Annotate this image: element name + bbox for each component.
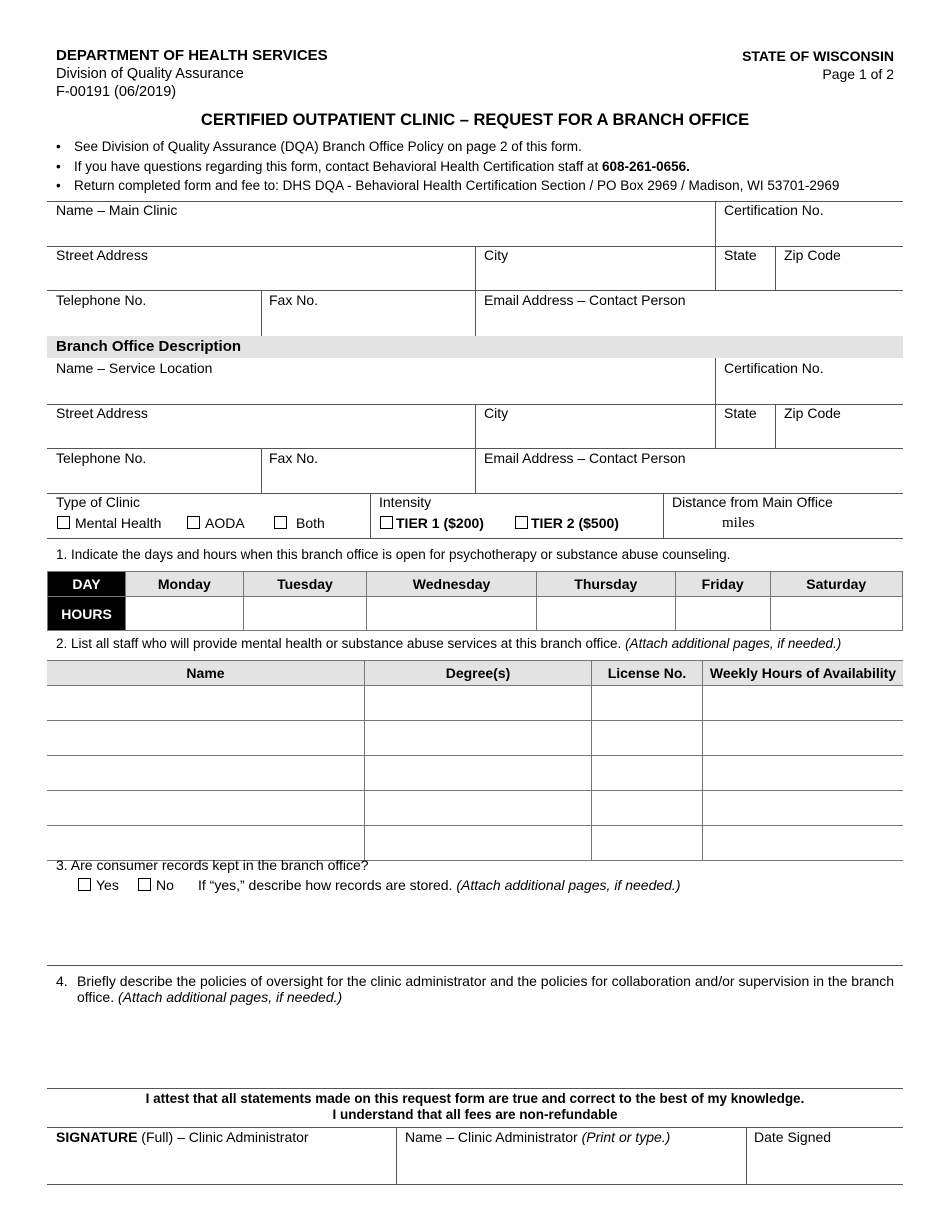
question-2-text: 2. List all staff who will provide mental health or substance abuse services at this branch office. (56, 636, 626, 651)
aoda-checkbox[interactable] (187, 515, 245, 531)
main-phone-field[interactable]: Telephone No. (56, 292, 147, 308)
divider (663, 493, 664, 538)
main-street-field[interactable]: Street Address (56, 247, 148, 263)
branch-street-field[interactable]: Street Address (56, 405, 148, 421)
question-2-note: (Attach additional pages, if needed.) (625, 636, 842, 651)
staff-name-input[interactable] (47, 756, 365, 791)
day-tuesday: Tuesday (243, 572, 367, 597)
state-header (742, 47, 894, 83)
checkbox-icon (57, 516, 70, 529)
hours-thursday-input[interactable] (536, 597, 675, 631)
question-4-text: Briefly describe the policies of oversight for the clinic administrator and the policies for collaboration and/or supervision in the branch office. (77, 973, 895, 1005)
staff-license-input[interactable] (592, 686, 703, 721)
table-row (47, 826, 903, 861)
divider (715, 201, 716, 290)
divider (746, 1127, 747, 1184)
hours-saturday-input[interactable] (770, 597, 902, 631)
date-signed-field[interactable]: Date Signed (754, 1129, 832, 1145)
branch-name-field[interactable]: Name – Service Location (56, 360, 213, 376)
staff-name-input[interactable] (47, 791, 365, 826)
staff-table (47, 660, 903, 861)
day-label: DAY (48, 572, 126, 597)
question-4-note: (Attach additional pages, if needed.) (118, 989, 343, 1005)
staff-col-name: Name (47, 661, 365, 686)
checkbox-label: Yes (96, 877, 119, 893)
form-id: F-00191 (06/2019) (56, 84, 177, 100)
table-row (47, 686, 903, 721)
attestation (47, 1091, 903, 1123)
branch-city-field[interactable]: City (484, 405, 509, 421)
branch-state-field[interactable]: State (724, 405, 757, 421)
checkbox-icon (380, 516, 393, 529)
day-friday: Friday (675, 572, 770, 597)
divider (775, 246, 776, 290)
staff-col-degree: Degree(s) (365, 661, 592, 686)
signature-field[interactable] (56, 1129, 309, 1145)
both-checkbox[interactable] (274, 515, 325, 531)
instruction-text: See Division of Quality Assurance (DQA) Branch Office Policy on page 2 of this form. (74, 139, 582, 154)
tier2-checkbox[interactable] (515, 515, 619, 531)
question-1: 1. Indicate the days and hours when this branch office is open for psychotherapy or substance abuse counseling. (56, 547, 731, 562)
policies-description-field[interactable] (77, 973, 899, 1005)
divider (396, 1127, 397, 1184)
day-saturday: Saturday (770, 572, 902, 597)
divider (47, 1127, 903, 1128)
staff-hours-input[interactable] (703, 826, 904, 861)
records-description-field[interactable] (198, 877, 680, 893)
main-city-field[interactable]: City (484, 247, 509, 263)
checkbox-icon (515, 516, 528, 529)
divider (47, 1184, 903, 1185)
hours-table (47, 571, 903, 631)
branch-phone-field[interactable]: Telephone No. (56, 450, 147, 466)
division-name: Division of Quality Assurance (56, 66, 244, 82)
staff-col-hours: Weekly Hours of Availability (703, 661, 904, 686)
main-zip-field[interactable]: Zip Code (784, 247, 841, 263)
checkbox-label: Mental Health (75, 515, 162, 531)
signature-label: (Full) – Clinic Administrator (137, 1129, 309, 1145)
records-no-checkbox[interactable] (138, 877, 174, 893)
staff-col-license: License No. (592, 661, 703, 686)
day-monday: Monday (126, 572, 244, 597)
admin-name-field[interactable] (405, 1129, 670, 1145)
staff-license-input[interactable] (592, 756, 703, 791)
hours-monday-input[interactable] (126, 597, 244, 631)
staff-name-input[interactable] (47, 721, 365, 756)
divider (715, 358, 716, 448)
checkbox-icon (138, 878, 151, 891)
divider (775, 404, 776, 448)
divider (370, 493, 371, 538)
divider (261, 448, 262, 493)
main-fax-field[interactable]: Fax No. (269, 292, 319, 308)
hours-label: HOURS (48, 597, 126, 631)
tier1-checkbox[interactable] (380, 515, 484, 531)
intensity-label: Intensity (379, 494, 432, 510)
divider (475, 246, 476, 336)
day-thursday: Thursday (536, 572, 675, 597)
admin-name-note: (Print or type.) (581, 1129, 671, 1145)
checkbox-icon (78, 878, 91, 891)
checkbox-label: Both (296, 515, 325, 531)
records-description-note: (Attach additional pages, if needed.) (456, 877, 681, 893)
attestation-line-2: I understand that all fees are non-refundable (332, 1107, 618, 1122)
staff-license-input[interactable] (592, 826, 703, 861)
staff-hours-input[interactable] (703, 686, 904, 721)
phone-number: 608-261-0656. (602, 158, 690, 174)
instruction-item (56, 176, 839, 196)
main-clinic-name-field[interactable]: Name – Main Clinic (56, 202, 178, 218)
table-row (47, 756, 903, 791)
instruction-text: If you have questions regarding this form, contact Behavioral Health Certification staff at (74, 158, 603, 174)
staff-degree-input[interactable] (365, 826, 592, 861)
records-description-label: If “yes,” describe how records are stored. (198, 877, 457, 893)
staff-license-input[interactable] (592, 791, 703, 826)
checkbox-label: TIER 2 ($500) (531, 515, 619, 531)
staff-degree-input[interactable] (365, 756, 592, 791)
checkbox-label: No (156, 877, 174, 893)
staff-hours-input[interactable] (703, 721, 904, 756)
hours-row (48, 597, 903, 631)
instruction-item (56, 157, 839, 177)
hours-tuesday-input[interactable] (243, 597, 367, 631)
branch-zip-field[interactable]: Zip Code (784, 405, 841, 421)
question-3: 3. Are consumer records kept in the branch office? (56, 857, 369, 873)
dept-name: DEPARTMENT OF HEALTH SERVICES (56, 47, 328, 64)
agency-header (56, 47, 328, 101)
main-state-field[interactable]: State (724, 247, 757, 263)
main-cert-field[interactable]: Certification No. (724, 202, 824, 218)
divider (47, 538, 903, 539)
main-email-field[interactable]: Email Address – Contact Person (484, 292, 686, 308)
day-header-row (48, 572, 903, 597)
staff-hours-input[interactable] (703, 791, 904, 826)
staff-degree-input[interactable] (365, 686, 592, 721)
instruction-item (56, 137, 839, 157)
branch-email-field[interactable]: Email Address – Contact Person (484, 450, 686, 466)
signature-label-bold: SIGNATURE (56, 1129, 138, 1145)
staff-license-input[interactable] (592, 721, 703, 756)
state-name: STATE OF WISCONSIN (742, 48, 894, 64)
checkbox-icon (274, 516, 287, 529)
staff-hours-input[interactable] (703, 756, 904, 791)
question-4-number: 4. (56, 973, 68, 989)
branch-fax-field[interactable]: Fax No. (269, 450, 319, 466)
page-number: Page 1 of 2 (822, 66, 894, 82)
hours-wednesday-input[interactable] (367, 597, 537, 631)
mental-health-checkbox[interactable] (57, 515, 161, 531)
divider (47, 1088, 903, 1089)
clinic-type-label: Type of Clinic (56, 494, 141, 510)
staff-name-input[interactable] (47, 686, 365, 721)
day-wednesday: Wednesday (367, 572, 537, 597)
divider (261, 290, 262, 336)
branch-section-title: Branch Office Description (47, 336, 903, 358)
staff-degree-input[interactable] (365, 791, 592, 826)
instruction-text: Return completed form and fee to: DHS DQA - Behavioral Health Certification Section / PO Box 2969 / Madison, WI 53701-2969 (74, 178, 840, 193)
form-title: CERTIFIED OUTPATIENT CLINIC – REQUEST FOR A BRANCH OFFICE (200, 111, 750, 129)
table-row (47, 721, 903, 756)
checkbox-label: AODA (205, 515, 245, 531)
distance-unit: miles (722, 515, 755, 531)
instruction-list (56, 137, 839, 196)
attestation-line-1: I attest that all statements made on this request form are true and correct to the best of my knowledge. (145, 1091, 805, 1106)
question-2 (56, 636, 841, 651)
table-row (47, 791, 903, 826)
staff-header-row (47, 661, 903, 686)
staff-name-input[interactable] (47, 826, 365, 861)
checkbox-label: TIER 1 ($200) (396, 515, 484, 531)
distance-field[interactable]: Distance from Main Office (672, 494, 833, 510)
divider (47, 965, 903, 966)
divider (475, 404, 476, 493)
hours-friday-input[interactable] (675, 597, 770, 631)
admin-name-label: Name – Clinic Administrator (405, 1129, 582, 1145)
branch-cert-field[interactable]: Certification No. (724, 360, 824, 376)
records-yes-checkbox[interactable] (78, 877, 119, 893)
staff-degree-input[interactable] (365, 721, 592, 756)
checkbox-icon (187, 516, 200, 529)
